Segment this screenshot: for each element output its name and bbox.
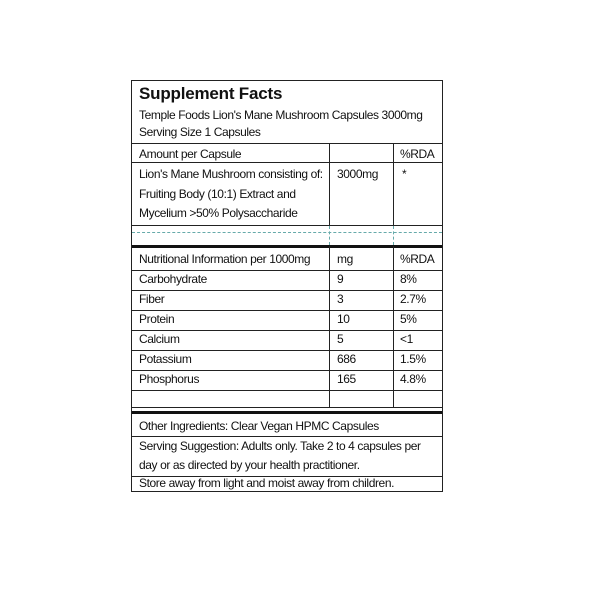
nutrition-header-unit: mg <box>337 252 353 266</box>
nutrient-name: Potassium <box>139 352 192 366</box>
nutrient-rda: 8% <box>400 272 417 286</box>
dotted-divider <box>132 232 442 233</box>
ingredient-amount: 3000mg <box>337 167 378 181</box>
column-divider <box>329 226 330 245</box>
ingredient-line-2: Fruiting Body (10:1) Extract and <box>139 187 296 201</box>
serving-suggestion-line-2: day or as directed by your health practitioner. <box>139 458 360 472</box>
thick-divider <box>132 411 442 414</box>
divider <box>132 390 442 391</box>
nutrient-amount: 9 <box>337 272 344 286</box>
nutrition-header-label: Nutritional Information per 1000mg <box>139 252 311 266</box>
nutrient-rda: 1.5% <box>400 352 426 366</box>
ingredient-rda: * <box>402 167 407 181</box>
divider <box>132 162 442 163</box>
nutrient-name: Protein <box>139 312 175 326</box>
nutrient-name: Carbohydrate <box>139 272 207 286</box>
divider <box>132 436 442 437</box>
nutrient-amount: 165 <box>337 372 356 386</box>
column-divider <box>393 246 394 407</box>
ingredient-line-1: Lion's Mane Mushroom consisting of: <box>139 167 323 181</box>
nutrient-rda: 5% <box>400 312 417 326</box>
nutrient-rda: <1 <box>400 332 413 346</box>
product-line: Temple Foods Lion's Mane Mushroom Capsules 3000mg <box>139 108 423 122</box>
nutrient-rda: 2.7% <box>400 292 426 306</box>
storage-note: Store away from light and moist away from children. <box>139 476 395 490</box>
thick-divider <box>132 245 442 248</box>
serving-suggestion-line-1: Serving Suggestion: Adults only. Take 2 to 4 capsules per <box>139 439 421 453</box>
other-ingredients: Other Ingredients: Clear Vegan HPMC Capsules <box>139 419 379 433</box>
column-divider <box>329 143 330 225</box>
nutrient-name: Phosphorus <box>139 372 200 386</box>
amount-header: Amount per Capsule <box>139 147 242 161</box>
nutrient-amount: 3 <box>337 292 344 306</box>
nutrient-name: Fiber <box>139 292 165 306</box>
nutrient-rda: 4.8% <box>400 372 426 386</box>
nutrient-amount: 686 <box>337 352 356 366</box>
panel-title: Supplement Facts <box>139 84 283 103</box>
divider <box>132 290 442 291</box>
nutrient-name: Calcium <box>139 332 180 346</box>
column-divider <box>329 246 330 407</box>
nutrient-amount: 5 <box>337 332 344 346</box>
rda-header: %RDA <box>400 147 435 161</box>
divider <box>132 270 442 271</box>
nutrient-amount: 10 <box>337 312 350 326</box>
supplement-facts-panel <box>131 80 443 492</box>
column-divider <box>393 226 394 245</box>
divider <box>132 350 442 351</box>
divider <box>132 370 442 371</box>
serving-size: Serving Size 1 Capsules <box>139 125 261 139</box>
column-divider <box>393 143 394 225</box>
nutrition-header-rda: %RDA <box>400 252 435 266</box>
divider <box>132 143 442 144</box>
divider <box>132 225 442 226</box>
divider <box>132 330 442 331</box>
ingredient-line-3: Mycelium >50% Polysaccharide <box>139 206 298 220</box>
divider <box>132 407 442 408</box>
divider <box>132 310 442 311</box>
